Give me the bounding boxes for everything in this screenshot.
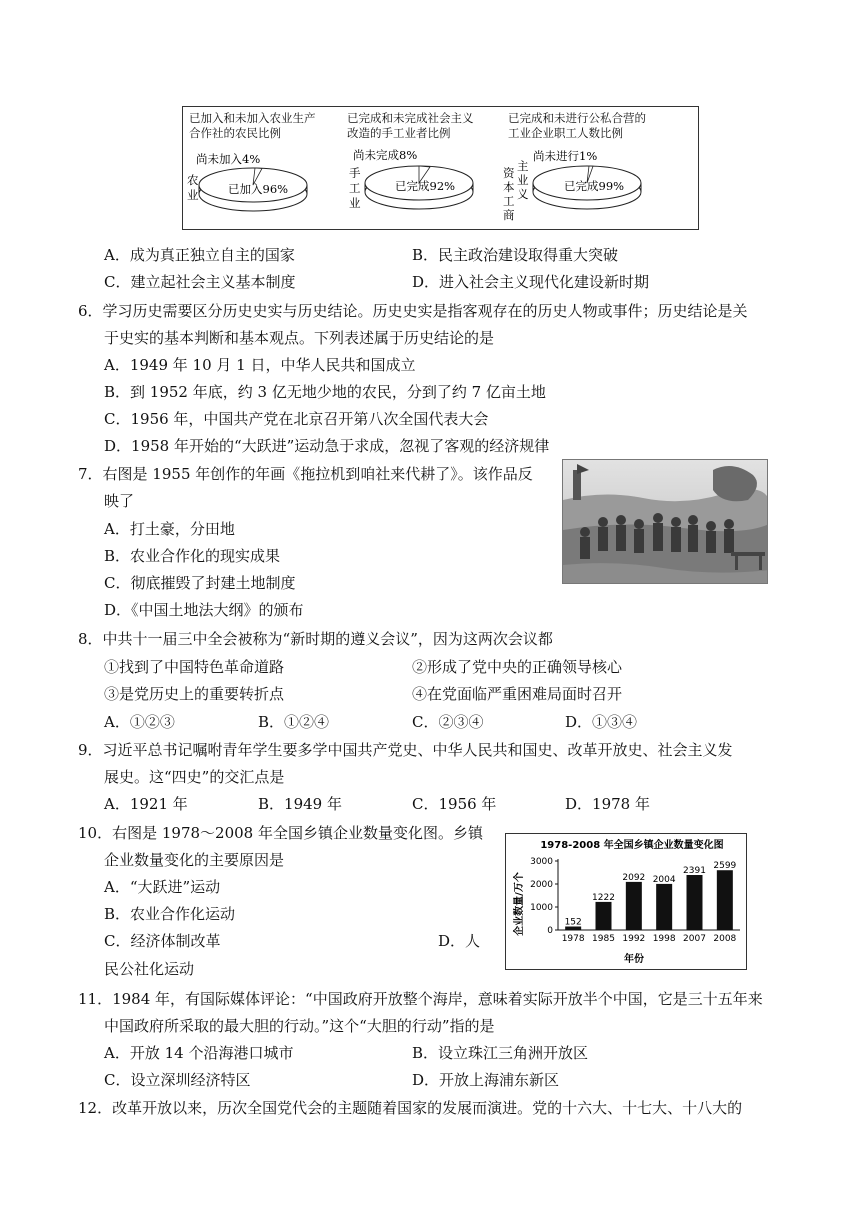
pie1-side-2: 业	[187, 188, 199, 202]
panel2-title-line1: 已完成和未完成社会主义	[347, 111, 474, 125]
q11-stem-line2: 中国政府所采取的最大胆的行动。”这个“大胆的行动”指的是	[104, 1017, 495, 1035]
q9-option-b: B．1949 年	[258, 795, 342, 813]
q8-option-b: B．①②④	[258, 713, 330, 731]
q11-option-a: A．开放 14 个沿海港口城市	[104, 1044, 294, 1062]
q11-option-c: C．设立深圳经济特区	[104, 1071, 251, 1089]
bar-value-label: 2599	[713, 861, 737, 872]
q7-option-d: D．《中国土地法大纲》的颁布	[104, 601, 304, 619]
q11-stem-line1: 11．1984 年，有国际媒体评论：“中国政府开放整个海岸，意味着实际开放半个中国，它是三十五年来	[78, 990, 763, 1008]
q10-option-c: C．经济体制改革	[104, 932, 221, 950]
q10-option-d-part2: 民公社化运动	[104, 960, 195, 978]
pie2-side-2: 工	[349, 181, 361, 195]
socialist-transformation-figure	[182, 106, 699, 230]
pie-charts-svg	[183, 107, 697, 228]
pie3-side-7: 义	[517, 187, 529, 201]
pie1-side-1: 农	[187, 173, 199, 187]
q6-option-c: C．1956 年，中国共产党在北京召开第八次全国代表大会	[104, 410, 489, 428]
q8-item-1: ①找到了中国特色革命道路	[104, 658, 285, 676]
x-axis-label: 年份	[624, 954, 644, 965]
q8-option-c: C．②③④	[412, 713, 484, 731]
bar-1992	[626, 882, 642, 930]
bar-2007	[687, 875, 703, 930]
panel1-title-line1: 已加入和未加入农业生产	[189, 111, 316, 125]
bar-value-label: 2004	[652, 874, 676, 885]
q10-option-a: A．“大跃进”运动	[104, 878, 221, 896]
panel3-title-line2: 工业企业职工人数比例	[508, 126, 623, 140]
bar-2008	[717, 870, 733, 930]
pie3-side-3: 工	[503, 194, 515, 208]
x-tick-label: 2007	[683, 934, 706, 944]
q8-option-a: A．①②③	[104, 713, 175, 731]
q7-option-a: A．打土豪，分田地	[104, 520, 235, 538]
pie3-small-label: 尚未进行1%	[533, 149, 598, 163]
bar-value-label: 2092	[622, 872, 646, 883]
q7-stem-line1: 7．右图是 1955 年创作的年画《拖拉机到咱社来代耕了》。该作品反	[78, 465, 533, 483]
bar-1998	[656, 884, 672, 930]
q9-option-a: A．1921 年	[104, 795, 188, 813]
q6-option-d: D．1958 年开始的“大跃进”运动急于求成，忽视了客观的经济规律	[104, 437, 550, 455]
tractor-painting-image	[562, 459, 768, 584]
q7-stem-line2: 映了	[104, 492, 135, 510]
q8-item-2: ②形成了党中央的正确领导核心	[412, 658, 623, 676]
y-axis-label: 企业数量/万个	[514, 872, 525, 936]
pie3-side-1: 资	[503, 166, 515, 180]
q10-stem-line2: 企业数量变化的主要原因是	[104, 851, 285, 869]
q10-option-d-part1: D．人	[438, 932, 481, 950]
q7-option-c: C．彻底摧毁了封建土地制度	[104, 574, 296, 592]
bar-value-label: 1222	[592, 892, 615, 903]
q9-stem-line2: 展史。这“四史”的交汇点是	[104, 768, 285, 786]
q11-option-d: D．开放上海浦东新区	[412, 1071, 560, 1089]
panel3-title-line1: 已完成和未进行公私合营的	[508, 111, 646, 125]
bar-1985	[596, 902, 612, 930]
q9-option-d: D．1978 年	[565, 795, 650, 813]
q5-option-b: B．民主政治建设取得重大突破	[412, 246, 619, 264]
q11-option-b: B．设立珠江三角洲开放区	[412, 1044, 589, 1062]
bar-chart-svg	[506, 834, 745, 968]
q7-option-b: B．农业合作化的现实成果	[104, 547, 281, 565]
x-tick-label: 1978	[561, 934, 585, 944]
pie2-side-1: 手	[349, 166, 361, 180]
q8-option-d: D．①③④	[565, 713, 638, 731]
q5-option-d: D．进入社会主义现代化建设新时期	[412, 273, 650, 291]
q5-option-c: C．建立起社会主义基本制度	[104, 273, 296, 291]
q8-item-4: ④在党面临严重困难局面时召开	[412, 685, 623, 703]
y-tick-label: 2000	[530, 880, 553, 890]
q10-option-b: B．农业合作化运动	[104, 905, 236, 923]
pie2-small-label: 尚未完成8%	[353, 148, 418, 162]
y-tick-label: 3000	[530, 857, 553, 867]
q9-option-c: C．1956 年	[412, 795, 497, 813]
pie3-side-5: 主	[517, 159, 529, 173]
y-tick-label: 0	[547, 926, 553, 936]
q8-item-3: ③是党历史上的重要转折点	[104, 685, 285, 703]
pie-industry-commerce	[503, 149, 641, 222]
q5-option-a: A．成为真正独立自主的国家	[104, 246, 295, 264]
q8-stem: 8．中共十一届三中全会被称为“新时期的遵义会议”，因为这两次会议都	[78, 630, 553, 648]
pie2-main-label: 已完成92%	[395, 179, 456, 193]
x-tick-label: 1992	[622, 934, 646, 944]
pie3-side-4: 商	[503, 208, 515, 222]
q6-option-a: A．1949 年 10 月 1 日，中华人民共和国成立	[104, 356, 416, 374]
panel2-title-line2: 改造的手工业者比例	[347, 126, 451, 140]
chart-title: 1978-2008 年全国乡镇企业数量变化图	[540, 840, 724, 851]
q6-stem-line1: 6．学习历史需要区分历史史实与历史结论。历史史实是指客观存在的历史人物或事件；历史结论是关	[78, 302, 748, 320]
x-tick-label: 2008	[713, 934, 737, 944]
pie1-small-label: 尚未加入4%	[196, 152, 261, 166]
panel1-title-line2: 合作社的农民比例	[189, 126, 281, 140]
y-tick-label: 1000	[530, 903, 553, 913]
bar-value-label: 152	[564, 917, 582, 928]
pie-handicraft	[349, 148, 473, 210]
pie3-side-6: 业	[517, 173, 529, 187]
q6-option-b: B．到 1952 年底，约 3 亿无地少地的农民，分到了约 7 亿亩土地	[104, 383, 546, 401]
pie3-main-label: 已完成99%	[564, 179, 625, 193]
q10-stem-line1: 10．右图是 1978～2008 年全国乡镇企业数量变化图。乡镇	[78, 824, 483, 842]
pie1-main-label: 已加入96%	[228, 182, 289, 196]
bar-value-label: 2391	[683, 866, 706, 877]
pie3-side-2: 本	[503, 180, 515, 194]
pie2-side-3: 业	[349, 196, 361, 210]
pie-agriculture	[187, 152, 307, 211]
x-tick-label: 1985	[592, 934, 615, 944]
x-tick-label: 1998	[652, 934, 676, 944]
q9-stem-line1: 9．习近平总书记嘱咐青年学生要多学中国共产党史、中华人民共和国史、改革开放史、社会主义发	[78, 741, 733, 759]
q12-stem-line1: 12．改革开放以来，历次全国党代会的主题随着国家的发展而演进。党的十六大、十七大、十八大的	[78, 1099, 743, 1117]
township-enterprise-bar-chart	[505, 833, 747, 970]
q6-stem-line2: 于史实的基本判断和基本观点。下列表述属于历史结论的是	[104, 329, 495, 347]
